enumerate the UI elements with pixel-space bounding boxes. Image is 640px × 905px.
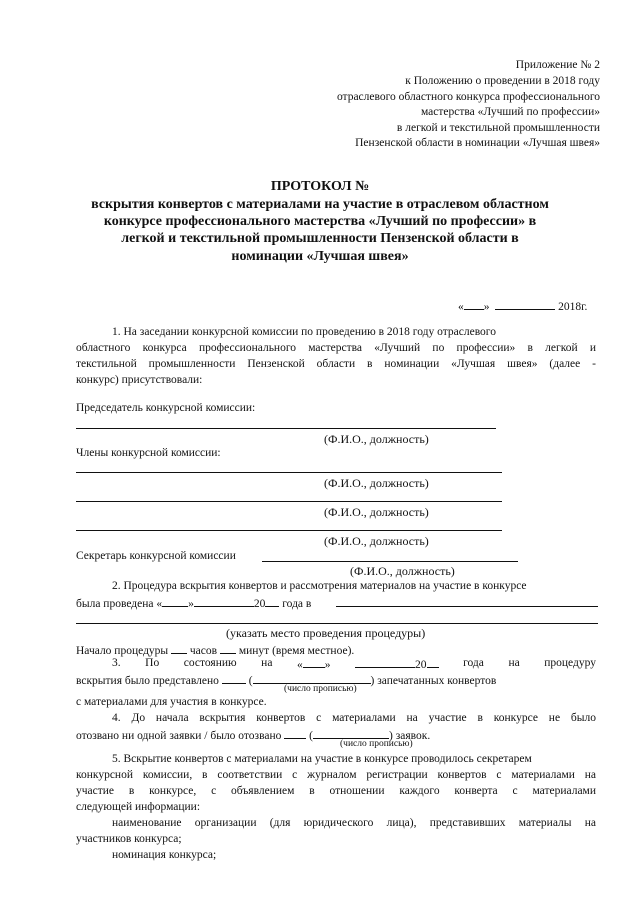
p5-line: конкурсной комиссии, в соответствии с журналом регистрации конвертов с материалами на: [76, 769, 596, 781]
p4-line: отозвано ни одной заявки / было отозвано ( ) заявок.: [76, 727, 430, 743]
protocol-subtitle: вскрытия конвертов с материалами на участие в отраслевом областном: [91, 197, 549, 212]
fio-caption: (Ф.И.О., должность): [324, 432, 429, 446]
place-caption: (указать место проведения процедуры): [226, 626, 426, 640]
p3-line: с материалами для участия в конкурсе.: [76, 696, 267, 708]
protocol-subtitle: номинации «Лучшая швея»: [231, 249, 409, 264]
p5-line: участников конкурса;: [76, 833, 182, 845]
appendix-line: мастерства «Лучший по профессии»: [420, 106, 600, 118]
protocol-title: ПРОТОКОЛ №: [270, 179, 370, 194]
fio-caption: (Ф.И.О., должность): [324, 476, 429, 490]
place-field-line[interactable]: [336, 606, 598, 607]
appendix-line: в легкой и текстильной промышленности: [396, 122, 600, 134]
p3-line: вскрытия было представлено ( ) запечатанных конвертов: [76, 672, 496, 688]
date-line: « » 2018г.: [458, 298, 587, 314]
chairman-label: Председатель конкурсной комиссии:: [76, 402, 256, 414]
p5-line: наименование организации (для юридического лица), представивших материалы на: [112, 817, 596, 829]
protocol-subtitle: конкурсе профессионального мастерства «Лучший по профессии» в: [103, 214, 537, 229]
number-caption: (число прописью): [284, 684, 357, 694]
p5-line: номинация конкурса;: [112, 849, 217, 861]
p1-line: конкурс) присутствовали:: [76, 374, 203, 386]
member-signature-line[interactable]: [76, 501, 502, 502]
p2-line: была проведена « » 20 года в: [76, 595, 311, 611]
member-signature-line[interactable]: [76, 530, 502, 531]
p5-line: следующей информации:: [76, 801, 201, 813]
members-label: Члены конкурсной комиссии:: [76, 447, 221, 459]
p4-line: 4. До начала вскрытия конвертов с материалами на участие в конкурсе не было: [112, 712, 596, 724]
chairman-signature-line[interactable]: [76, 428, 496, 429]
secretary-signature-line[interactable]: [262, 561, 518, 562]
number-caption: (число прописью): [340, 739, 413, 749]
p1-line: 1. На заседании конкурсной комиссии по проведению в 2018 году отраслевого: [112, 326, 496, 338]
appendix-line: Приложение № 2: [515, 59, 600, 71]
fio-caption: (Ф.И.О., должность): [350, 564, 455, 578]
p1-line: текстильной промышленности Пензенской области в номинации «Лучшая швея» (далее -: [76, 358, 596, 370]
fio-caption: (Ф.И.О., должность): [324, 505, 429, 519]
p5-line: участие в конкурсе, с объявлением в отношении каждого конверта с материалами: [76, 785, 596, 797]
p2-line: 2. Процедура вскрытия конвертов и рассмотрения материалов на участие в конкурсе: [112, 580, 527, 592]
appendix-line: Пензенской области в номинации «Лучшая швея»: [355, 137, 600, 149]
p3-line: 3. По состоянию на « » 20 года на процедуру: [112, 657, 596, 671]
appendix-line: к Положению о проведении в 2018 году: [405, 75, 600, 87]
fio-caption: (Ф.И.О., должность): [324, 534, 429, 548]
place-field-line[interactable]: [76, 623, 598, 624]
member-signature-line[interactable]: [76, 472, 502, 473]
secretary-label: Секретарь конкурсной комиссии: [76, 550, 236, 562]
protocol-subtitle: легкой и текстильной промышленности Пензенской области в: [121, 231, 519, 246]
p2-start-line: Начало процедуры часов минут (время местное).: [76, 642, 354, 658]
appendix-line: отраслевого областного конкурса профессионального: [336, 91, 600, 103]
p5-line: 5. Вскрытие конвертов с материалами на участие в конкурсе проводилось секретарем: [112, 753, 532, 765]
p1-line: областного конкурса профессионального мастерства «Лучший по профессии» в легкой и: [76, 342, 596, 354]
